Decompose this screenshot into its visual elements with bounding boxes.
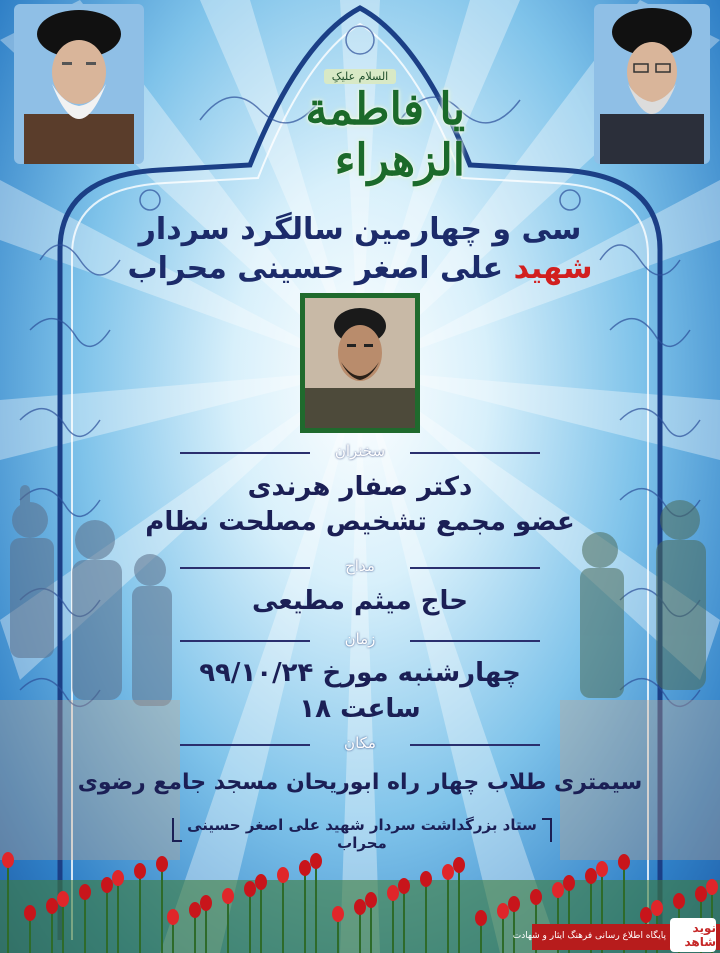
divider-line [410,567,540,569]
calligraphy-greeting: السلام علیکِ [324,69,396,84]
leader-portrait-left [14,4,144,164]
organizer-box [172,816,552,852]
speaker-label: سخنران [334,442,386,460]
calligraphy-title: یا فاطمة الزهراء [305,83,465,186]
speaker-name: دکتر صفار هرندی [247,472,473,502]
speaker-label-row [180,442,540,462]
event-address: سیمتری طلاب چهار راه ابوریحان مسجد جامع رضوی [77,770,643,795]
event-title: سی و چهارمین سالگرد سردار [138,212,582,247]
eulogist-label-row [180,557,540,577]
divider-line [410,640,540,642]
bracket-left [172,818,182,842]
calligraphy-emblem [255,62,465,192]
martyr-photo [305,298,415,428]
event-hour: ساعت ۱۸ [299,694,421,724]
martyr-name-line [0,251,720,286]
watermark-site: پایگاه اطلاع رسانی فرهنگ ایثار و شهادت [512,931,666,941]
organizer-text: ستاد بزرگداشت سردار شهید علی اصغر حسینی محراب [187,816,537,852]
place-label: مکان [344,734,376,752]
eulogist-label: مداح [345,557,375,575]
site-watermark [512,918,720,953]
martyr-photo-frame [300,293,420,433]
watermark-logo: نوید شاهد [670,918,716,952]
place-label-row [180,734,540,754]
divider-line [410,452,540,454]
speaker-role: عضو مجمع تشخیص مصلحت نظام [145,507,575,537]
bracket-right [542,818,552,842]
martyr-prefix: شهید [513,251,593,286]
time-label: زمان [344,630,376,648]
martyr-name: علی اصغر حسینی محراب [127,251,504,286]
leader-portrait-right [594,4,710,164]
divider-line [410,744,540,746]
time-label-row [180,630,540,650]
event-date: چهارشنبه مورخ ۹۹/۱۰/۲۴ [199,658,521,688]
eulogist-name: حاج میثم مطیعی [251,586,469,616]
